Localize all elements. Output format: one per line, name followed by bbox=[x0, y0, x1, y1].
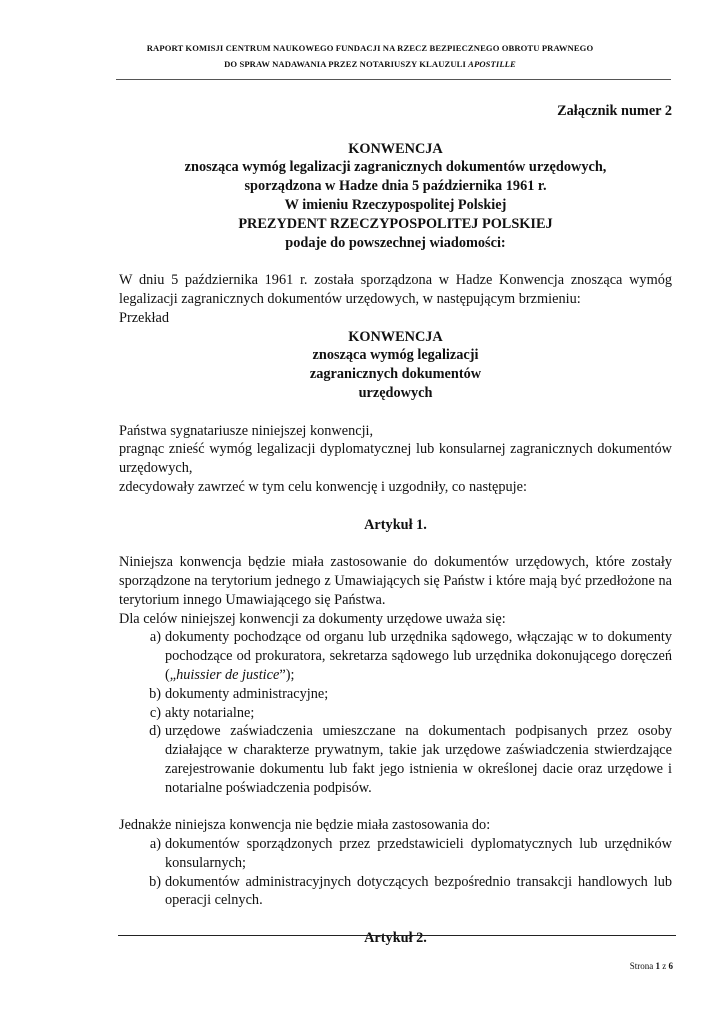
document-title: KONWENCJA znosząca wymóg legalizacji zagranicznych dokumentów urzędowych, sporządzona w Hadze dnia 5 października 1961 r. W imieniu Rzeczypospolitej Polskiej PREZYDENT RZECZYPOSPOLITEJ POLSKIEJ podaje do powszechnej wiadomości: bbox=[184, 140, 607, 251]
list-item: b) dokumentów administracyjnych dotyczących bezpośrednio transakcji handlowych lub operacji celnych. bbox=[149, 873, 672, 909]
list-item: a) dokumentów sporządzonych przez przedstawicieli dyplomatycznych lub urzędników konsularnych; bbox=[149, 836, 672, 871]
exclusions-list bbox=[119, 835, 672, 910]
preamble: Państwa sygnatariusze niniejszej konwencji, pragnąc znieść wymóg legalizacji dyplomatycznej lub konsularnej zagranicznych dokumentów urzędowych, zdecydowały zawrzeć w tym celu konwencję i uzgodniły, co następuje: bbox=[119, 422, 672, 495]
header-divider bbox=[116, 79, 671, 80]
spacer bbox=[119, 797, 672, 816]
page-number: Strona 1 z 6 bbox=[629, 961, 673, 971]
article-1-para-1: Niniejsza konwencja będzie miała zastosowanie do dokumentów urzędowych, które zostały sporządzone na terytorium jednego z Umawiających się Państw i które mają być przedłożone na terytorium innego Umawiającego się Państwa. bbox=[119, 554, 672, 608]
spacer bbox=[119, 403, 672, 422]
annex-label: Załącznik numer 2 bbox=[557, 103, 672, 119]
article-2-heading: Artykuł 2. bbox=[364, 930, 427, 947]
official-documents-list bbox=[119, 628, 672, 797]
intro-paragraph: W dniu 5 października 1961 r. została sporządzona w Hadze Konwencja znosząca wymóg legalizacji zagranicznych dokumentów urzędowych, w następującym brzmieniu: bbox=[119, 272, 672, 307]
document-body bbox=[119, 96, 672, 948]
list-item: a) dokumenty pochodzące od organu lub urzędnika sądowego, włączając w to dokumenty pochodzące od prokuratora, sekretarza sądowego lub urzędnika dokonującego doręczeń („huissier de justice”); bbox=[149, 629, 672, 683]
article-1-para-2: Dla celów niniejszej konwencji za dokumenty urzędowe uważa się: bbox=[119, 610, 506, 627]
spacer bbox=[119, 121, 672, 140]
spacer bbox=[119, 534, 672, 553]
list-item: c) akty notarialne; bbox=[149, 704, 255, 721]
footer-divider bbox=[118, 935, 676, 936]
convention-subtitle: KONWENCJA znosząca wymóg legalizacji zagranicznych dokumentów urzędowych bbox=[309, 328, 482, 401]
spacer bbox=[119, 252, 672, 271]
translation-label: Przekład bbox=[119, 309, 170, 326]
spacer bbox=[119, 910, 672, 929]
article-1-heading: Artykuł 1. bbox=[364, 516, 427, 533]
article-1-para-3: Jednakże niniejsza konwencja nie będzie miała zastosowania do: bbox=[119, 817, 491, 834]
header-line-2: DO SPRAW NADAWANIA PRZEZ NOTARIUSZY KLAUZULI APOSTILLE bbox=[224, 59, 516, 69]
page-header bbox=[100, 40, 640, 72]
header-line-1: RAPORT KOMISJI CENTRUM NAUKOWEGO FUNDACJI NA RZECZ BEZPIECZNEGO OBROTU PRAWNEGO bbox=[146, 43, 594, 53]
list-item: d) urzędowe zaświadczenia umieszczane na dokumentach podpisanych przez osoby działające w charakterze prywatnym, takie jak urzędowe zaświadczenia stwierdzające zarejestrowanie dokumentu lub fakt jego istnienia w określonej dacie oraz urzędowe i notarialne poświadczenia podpisów. bbox=[149, 723, 672, 796]
list-item: b) dokumenty administracyjne; bbox=[149, 685, 329, 702]
spacer bbox=[119, 497, 672, 516]
